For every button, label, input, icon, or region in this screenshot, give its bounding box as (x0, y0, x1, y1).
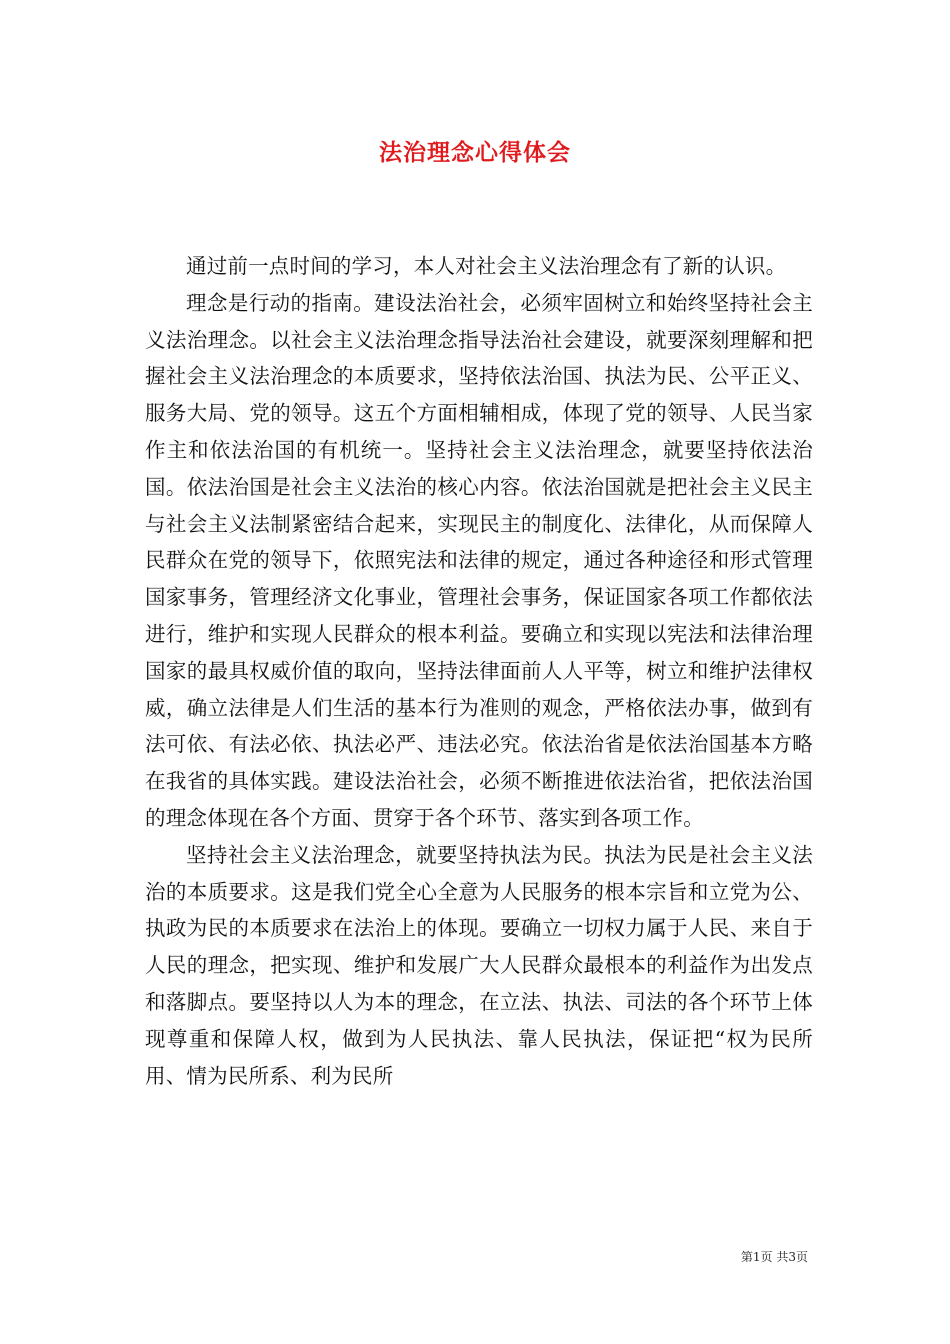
paragraph-intro: 通过前一点时间的学习，本人对社会主义法治理念有了新的认识。 (186, 254, 787, 278)
paragraph-law-for-people: 坚持社会主义法治理念，就要坚持执法为民。执法为民是社会主义法治的本质要求。这是我们党全心全意为人民服务的根本宗旨和立党为公、执政为民的本质要求在法治上的体现。要确立一切权力属于人民、来自于人民的理念，把实现、维护和发展广大人民群众最根本的利益作为出发点和落脚点。要坚持以人为本的理念，在立法、执法、司法的各个环节上体现尊重和保障人权，做到为人民执法、靠人民执法，保证把“权为民所用、情为民所系、利为民所 (145, 842, 813, 1088)
page-title: 法治理念心得体会 (379, 139, 571, 166)
page-number: 第1页 共3页 (740, 1250, 808, 1264)
document-body (145, 248, 813, 1094)
paragraph-rule-of-law: 理念是行动的指南。建设法治社会，必须牢固树立和始终坚持社会主义法治理念。以社会主义法治理念指导法治社会建设，就要深刻理解和把握社会主义法治理念的本质要求，坚持依法治国、执法为民、公平正义、服务大局、党的领导。这五个方面相辅相成，体现了党的领导、人民当家作主和依法治国的有机统一。坚持社会主义法治理念，就要坚持依法治国。依法治国是社会主义法治的核心内容。依法治国就是把社会主义民主与社会主义法制紧密结合起来，实现民主的制度化、法律化，从而保障人民群众在党的领导下，依照宪法和法律的规定，通过各种途径和形式管理国家事务，管理经济文化事业，管理社会事务，保证国家各项工作都依法进行，维护和实现人民群众的根本利益。要确立和实现以宪法和法律治理国家的最具权威价值的取向，坚持法律面前人人平等，树立和维护法律权威，确立法律是人们生活的基本行为准则的观念，严格依法办事，做到有法可依、有法必依、执法必严、违法必究。依法治省是依法治国基本方略在我省的具体实践。建设法治社会，必须不断推进依法治省，把依法治国的理念体现在各个方面、贯穿于各个环节、落实到各项工作。 (145, 290, 813, 830)
